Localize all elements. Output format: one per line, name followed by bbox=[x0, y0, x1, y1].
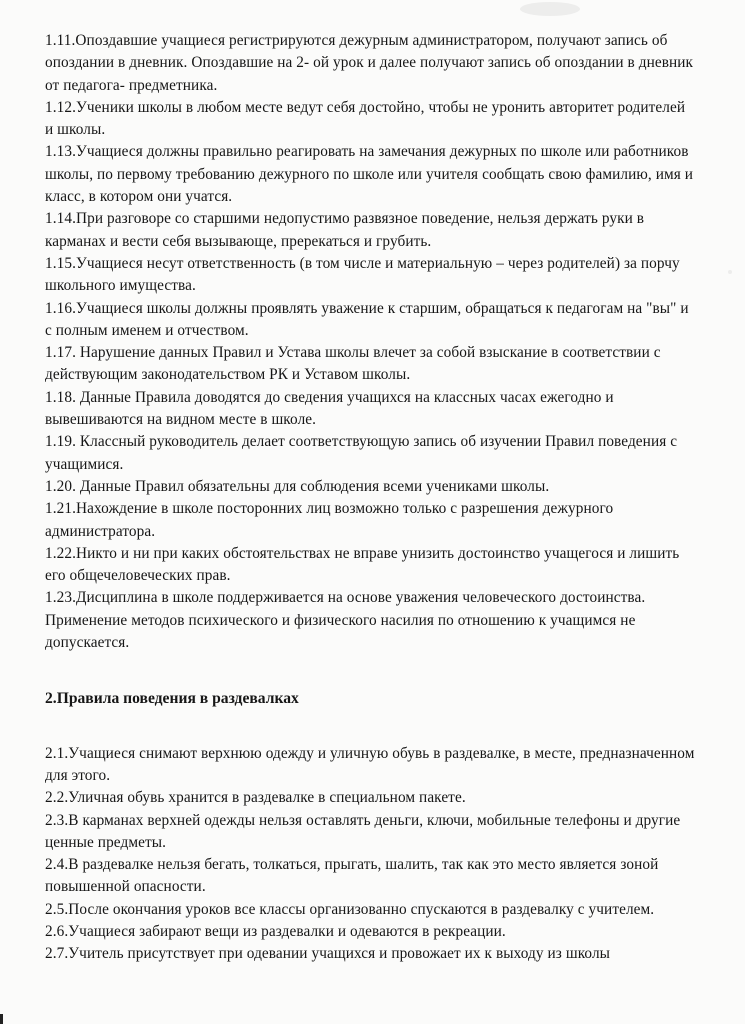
scan-edge-mark bbox=[0, 1014, 3, 1024]
paragraph-2-1: 2.1.Учащиеся снимают верхнюю одежду и уличную обувь в раздевалке, в месте, предназначенном для этого. bbox=[45, 744, 695, 784]
paragraph-1-12: 1.12.Ученики школы в любом месте ведут себя достойно, чтобы не уронить авторитет родителей и школы. bbox=[45, 98, 686, 139]
section-spacer bbox=[45, 711, 695, 743]
paragraph-1-16: 1.16.Учащиеся школы должны проявлять уважение к старшим, обращаться к педагогам на "вы" и с полным именем и отчеством. bbox=[45, 299, 689, 339]
paragraph-2-4: 2.4.В раздевалке нельзя бегать, толкаться, прыгать, шалить, так как это место является зоной повышенной опасности. bbox=[45, 856, 659, 896]
document-text bbox=[45, 30, 695, 966]
section-spacer bbox=[45, 654, 695, 688]
paragraph-1-22: 1.22.Никто и ни при каких обстоятельствах не вправе унизить достоинство учащегося и лишить его общечеловеческих прав. bbox=[45, 544, 680, 585]
paragraph-1-17: 1.17. Нарушение данных Правил и Устава школы влечет за собой взыскание в соответствии с действующим законодательством РК и Уставом школы. bbox=[45, 344, 661, 384]
scan-artifact bbox=[728, 270, 732, 274]
paragraph-2-5: 2.5.После окончания уроков все классы организованно спускаются в раздевалку с учителем. bbox=[45, 900, 655, 918]
paragraph-1-19: 1.19. Классный руководитель делает соответствующую запись об изучении Правил поведения с учащимися. bbox=[45, 433, 678, 473]
paragraph-1-11: 1.11.Опоздавшие учащиеся регистрируются дежурным администратором, получают запись об опоздании в дневник. Опоздавшие на 2- ой урок и далее получают запись об опоздании в дневник от педагога- предметника. bbox=[45, 32, 694, 94]
paragraph-2-3: 2.3.В карманах верхней одежды нельзя оставлять деньги, ключи, мобильные телефоны и другие ценные предметы. bbox=[45, 811, 681, 851]
paragraph-2-7: 2.7.Учитель присутствует при одевании учащихся и провожает их к выходу из школы bbox=[45, 945, 611, 963]
section-2-heading: 2.Правила поведения в раздевалках bbox=[45, 690, 299, 708]
paragraph-2-6: 2.6.Учащиеся забирают вещи из раздевалки и одеваются в рекреации. bbox=[45, 922, 506, 940]
scan-artifact bbox=[520, 2, 580, 16]
paragraph-1-20: 1.20. Данные Правил обязательны для соблюдения всеми учениками школы. bbox=[45, 477, 550, 495]
paragraph-2-2: 2.2.Уличная обувь хранится в раздевалке в специальном пакете. bbox=[45, 789, 466, 807]
paragraph-1-21: 1.21.Нахождение в школе посторонних лиц возможно только с разрешения дежурного администратора. bbox=[45, 500, 614, 540]
paragraph-1-23: 1.23.Дисциплина в школе поддерживается на основе уважения человеческого достоинства. Применение методов психического и физического насилия по отношению к учащимся не допускается. bbox=[45, 589, 646, 652]
paragraph-1-15: 1.15.Учащиеся несут ответственность (в том числе и материальную – через родителей) за порчу школьного имущества. bbox=[45, 254, 680, 295]
paragraph-1-14: 1.14.При разговоре со старшими недопустимо развязное поведение, нельзя держать руки в карманах и вести себя вызывающе, пререкаться и грубить. bbox=[45, 210, 645, 250]
paragraph-1-18: 1.18. Данные Правила доводятся до сведения учащихся на классных часах ежегодно и вывешиваются на видном месте в школе. bbox=[45, 388, 614, 429]
paragraph-1-13: 1.13.Учащиеся должны правильно реагировать на замечания дежурных по школе или работников школы, по первому требованию дежурного по школе или учителя сообщать свою фамилию, имя и класс, в котором они учатся. bbox=[45, 143, 694, 206]
